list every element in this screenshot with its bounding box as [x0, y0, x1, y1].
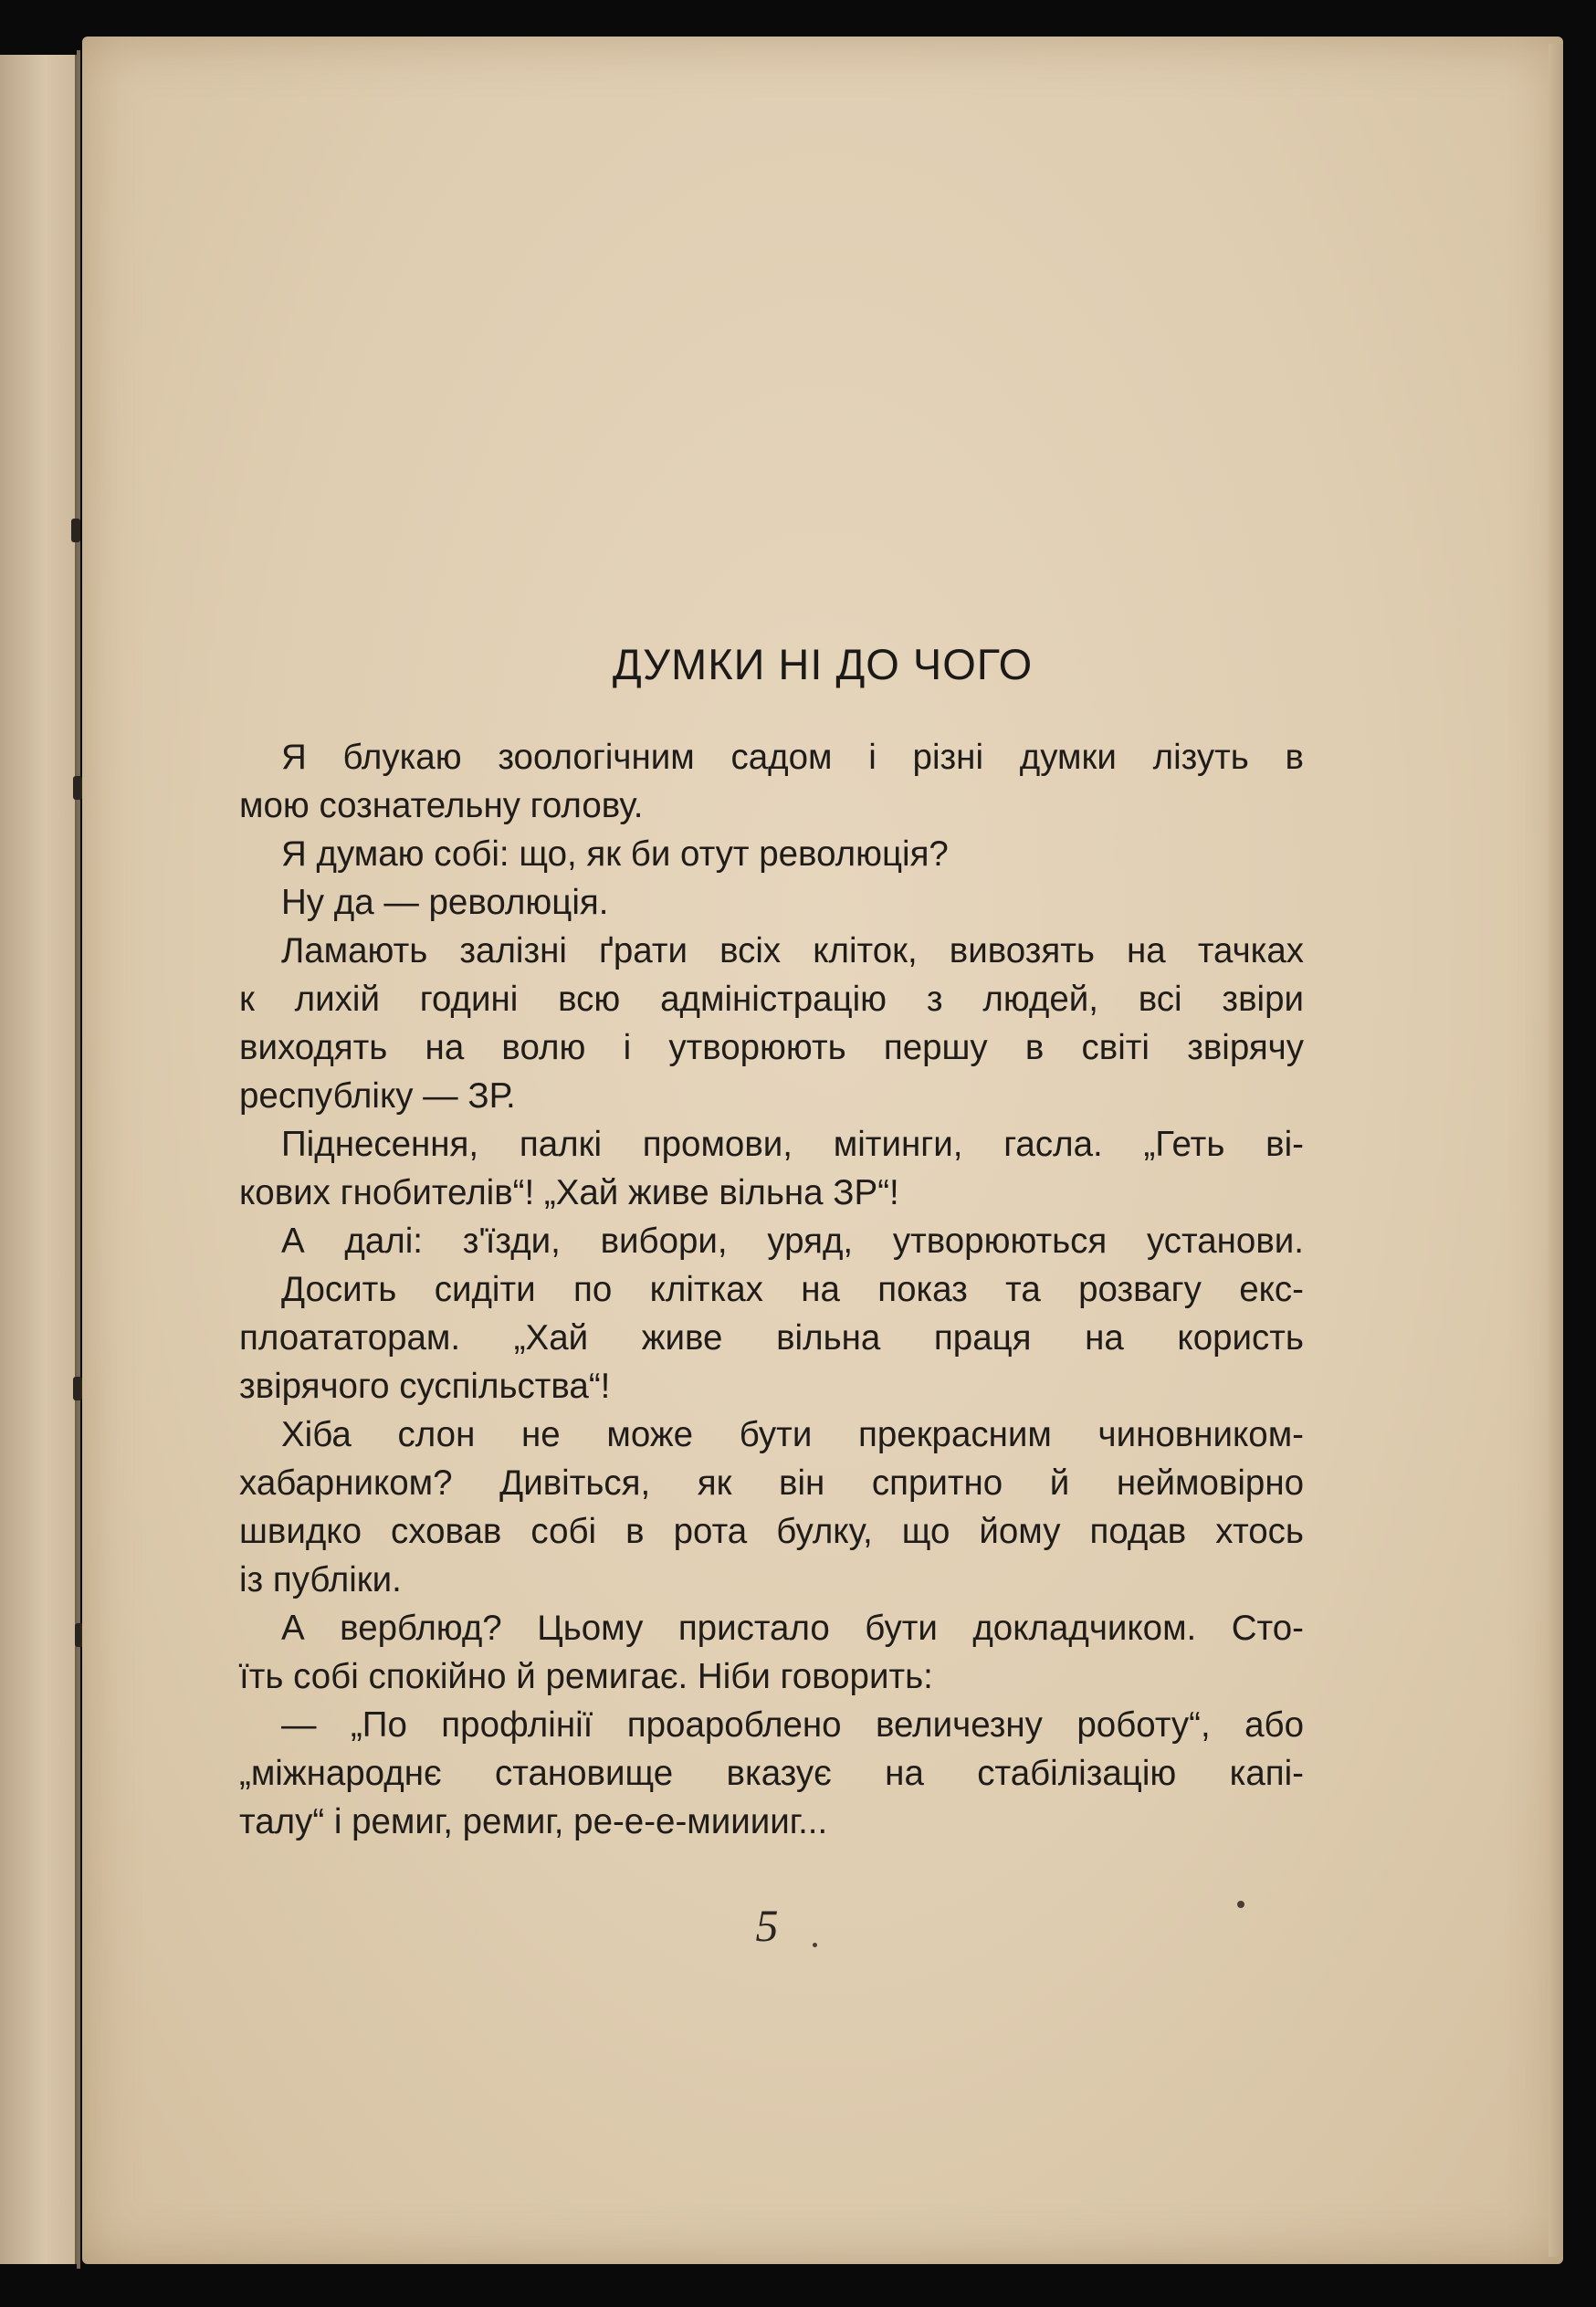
text-line: республіку — ЗР. — [239, 1076, 516, 1116]
page-number: 5 — [755, 1900, 779, 1951]
body-text — [239, 733, 1304, 1846]
text-line: виходять на волю і утворюють першу в світі звірячу — [239, 1028, 1304, 1067]
paper-speck — [813, 1943, 817, 1947]
text-line: мою сознательну голову. — [239, 786, 644, 825]
binding-stitch — [71, 519, 80, 542]
text-line: — „По профлінії проароблено величезну роботу“, або — [281, 1705, 1304, 1745]
text-line: звірячого суспільства“! — [239, 1367, 611, 1406]
text-line: Ламають залізні ґрати всіх кліток, вивозять на тачках — [281, 931, 1304, 970]
previous-page-edge — [0, 55, 77, 2264]
text-line: швидко сховав собі в рота булку, що йому подав хтось — [239, 1512, 1304, 1551]
text-line: хабарником? Дивіться, як він спритно й неймовірно — [239, 1463, 1304, 1503]
text-line: Хіба слон не може бути прекрасним чиновником- — [281, 1415, 1304, 1454]
text-line: із публіки. — [239, 1560, 402, 1599]
text-line: А верблюд? Цьому пристало бути докладчиком. Сто- — [281, 1609, 1304, 1648]
text-line: талу“ і ремиг, ремиг, ре-е-е-мииииг... — [239, 1802, 828, 1841]
text-line: „міжнароднє становище вказує на стабілізацію капі- — [239, 1754, 1304, 1793]
paper-speck — [1237, 1901, 1244, 1908]
text-line: Ну да — революція. — [281, 883, 609, 922]
text-line: Я блукаю зоологічним садом і різні думки лізуть в — [281, 738, 1304, 777]
chapter-title: ДУМКИ НІ ДО ЧОГО — [612, 640, 1034, 688]
text-line: А далі: з'їзди, вибори, уряд, утворюються установи. — [281, 1222, 1304, 1261]
binding-stitch — [73, 776, 82, 800]
text-line: кових гнобителів“! „Хай живе вільна ЗР“! — [239, 1173, 899, 1212]
text-line: їть собі спокійно й ремигає. Ніби говорить: — [239, 1657, 933, 1696]
text-line: Піднесення, палкі промови, мітинги, гасла. „Геть ві- — [281, 1125, 1304, 1164]
text-line: Досить сидіти по клітках на показ та розвагу екс- — [281, 1270, 1304, 1309]
page-edge — [1549, 44, 1563, 2257]
book-spine — [77, 50, 80, 2269]
text-line: Я думаю собі: що, як би отут революція? — [281, 834, 949, 874]
text-line: к лихій годині всю адміністрацію з людей, всі звіри — [239, 980, 1304, 1019]
text-line: плоататорам. „Хай живе вільна праця на користь — [239, 1318, 1304, 1358]
binding-stitch — [73, 1377, 82, 1400]
